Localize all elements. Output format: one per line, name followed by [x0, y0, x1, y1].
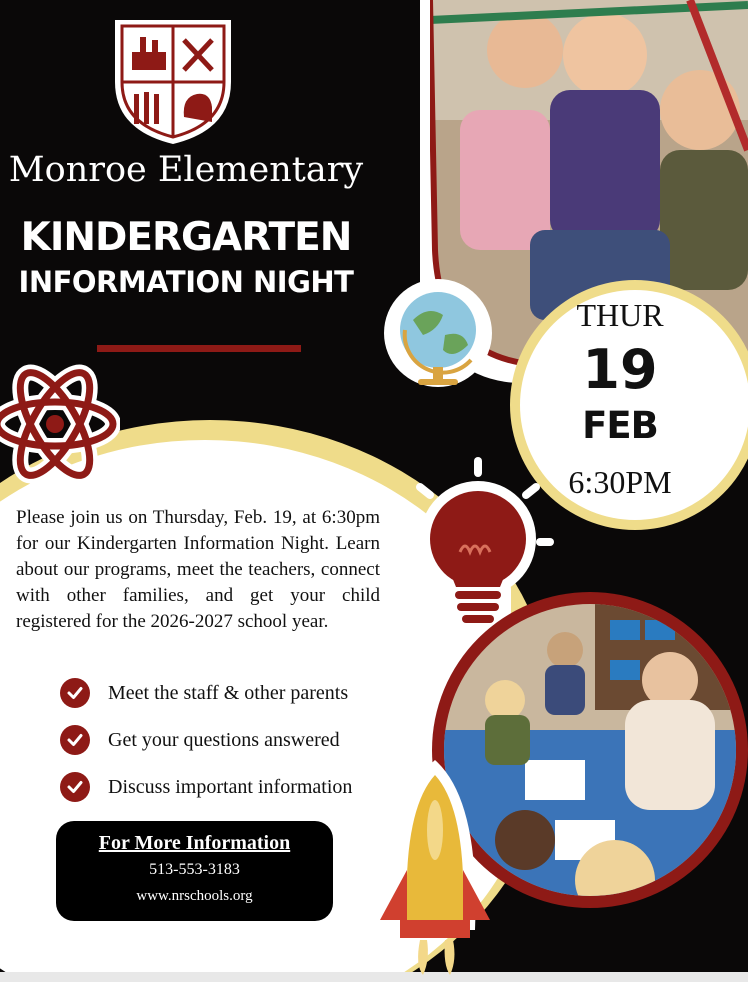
- school-crest-icon: [112, 12, 234, 147]
- bullet-text: Discuss important information: [108, 775, 353, 798]
- rocket-icon: [375, 760, 495, 980]
- date-time: 6:30PM: [568, 464, 672, 500]
- globe-icon: [383, 275, 493, 397]
- bullet-text: Get your questions answered: [108, 728, 340, 751]
- bullet-text: Meet the staff & other parents: [108, 681, 349, 704]
- checkmark-icon: [60, 678, 90, 708]
- contact-title: For More Information: [98, 832, 291, 854]
- date-month: FEB: [582, 404, 658, 447]
- school-name: Monroe Elementary: [8, 150, 364, 190]
- contact-phone[interactable]: 513-553-3183: [149, 861, 240, 878]
- date-day: THUR: [576, 297, 664, 333]
- headline-kindergarten: KINDERGARTEN: [20, 215, 352, 260]
- headline-information-night: INFORMATION NIGHT: [18, 265, 354, 299]
- bullet-item: [60, 724, 340, 756]
- title-divider: [97, 345, 301, 352]
- bottom-strip: [0, 972, 748, 982]
- description-paragraph: Please join us on Thursday, Feb. 19, at 6:30pm for our Kindergarten Information Night. Learn about our programs, meet the teachers, connect with other families, and get your child registered for the 2026-2027 school year.: [16, 507, 380, 632]
- checkmark-icon: [60, 725, 90, 755]
- contact-box: [56, 821, 333, 921]
- bullet-item: [60, 677, 348, 709]
- date-number: 19: [582, 338, 658, 401]
- contact-website[interactable]: www.nrschools.org: [136, 888, 253, 904]
- checkmark-icon: [60, 772, 90, 802]
- bullet-item: [60, 771, 352, 803]
- atom-icon: [0, 350, 120, 498]
